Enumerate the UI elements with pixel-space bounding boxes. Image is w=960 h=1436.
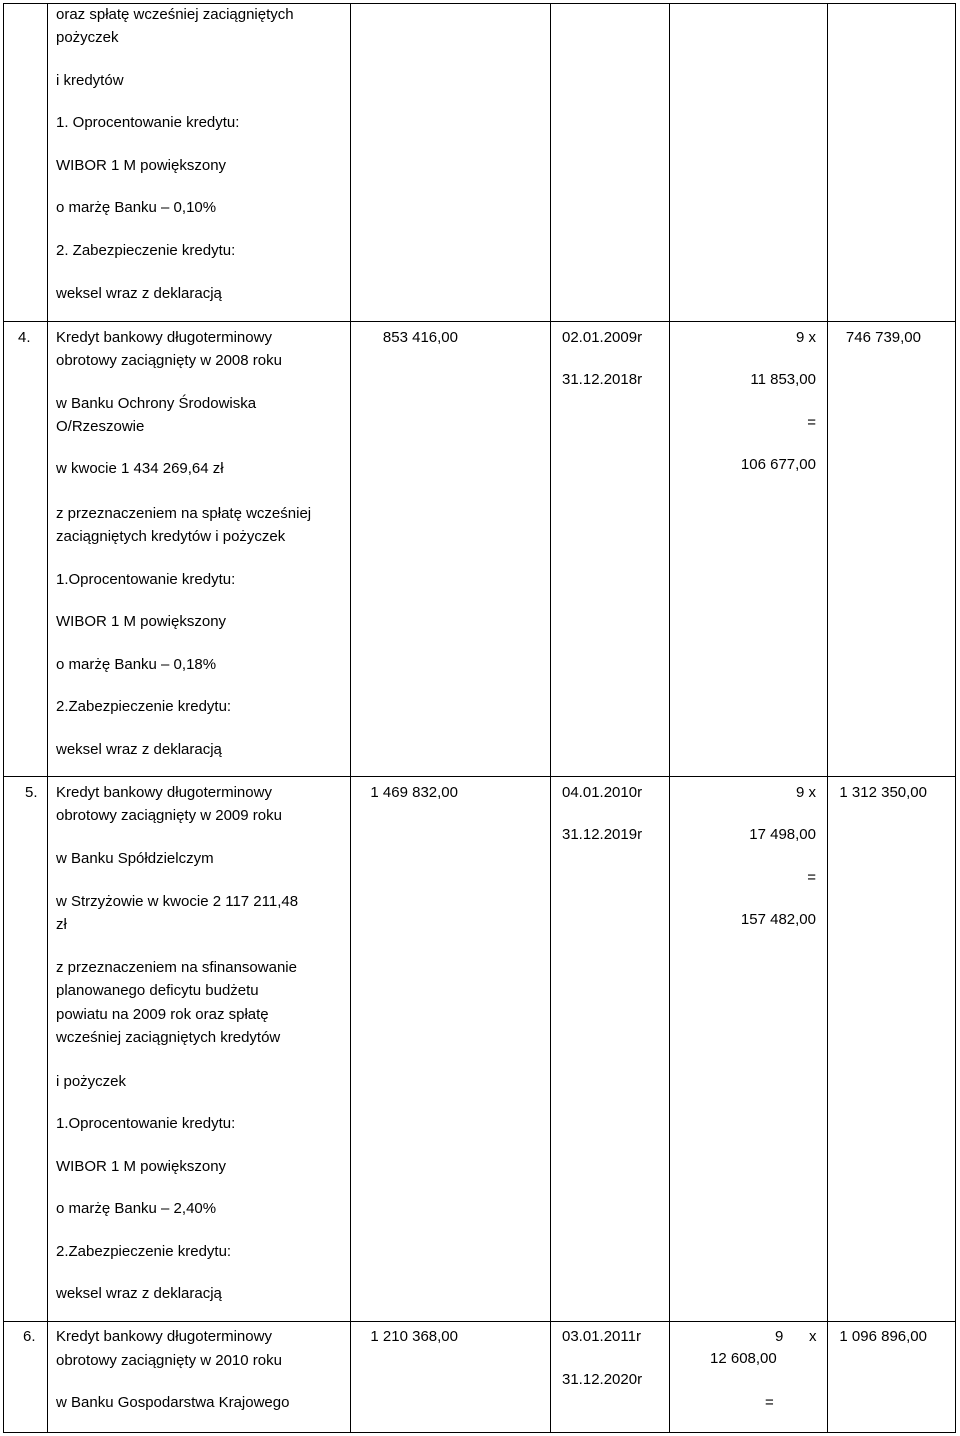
remaining-amount: 1 096 896,00 [839, 1328, 927, 1345]
remaining-amount: 1 312 350,00 [839, 784, 927, 801]
loan-description-line: w Strzyżowie w kwocie 2 117 211,48 [56, 893, 299, 910]
column-border [47, 3, 48, 1433]
installment-value: 11 853,00 [750, 371, 816, 388]
loan-description-line: pożyczek [56, 29, 119, 46]
column-border [669, 3, 670, 1433]
column-border [350, 3, 351, 1433]
remaining-amount: 746 739,00 [845, 329, 921, 346]
loan-description-line: 2.Zabezpieczenie kredytu: [56, 1243, 232, 1260]
loan-description-line: zł [56, 916, 67, 933]
loan-description-line: i pożyczek [56, 1073, 127, 1090]
loan-description-line: 2.Zabezpieczenie kredytu: [56, 698, 232, 715]
column-border [955, 3, 956, 1433]
date-to: 31.12.2019r [562, 826, 643, 843]
loan-description-line: obrotowy zaciągnięty w 2009 roku [56, 807, 282, 824]
loan-description-line: o marżę Banku – 2,40% [56, 1200, 217, 1217]
loan-description-line: obrotowy zaciągnięty w 2008 roku [56, 352, 282, 369]
loan-description-line: WIBOR 1 M powiększony [56, 1158, 227, 1175]
loan-table [3, 3, 956, 1433]
date-from: 03.01.2011r [562, 1328, 641, 1345]
loan-description-line: w Banku Spółdzielczym [56, 850, 214, 867]
loan-description-line: wcześniej zaciągniętych kredytów [56, 1029, 281, 1046]
loan-description-line: i kredytów [56, 72, 124, 89]
date-from: 02.01.2009r [562, 329, 643, 346]
loan-description-line: oraz spłatę wcześniej zaciągniętych [56, 6, 294, 23]
loan-amount: 853 416,00 [382, 329, 458, 346]
loan-description-line: 1.Oprocentowanie kredytu: [56, 571, 236, 588]
installment-value: 17 498,00 [749, 826, 816, 843]
installment-equals: = [807, 414, 816, 431]
installment-count: 9 [775, 1328, 784, 1345]
row-border [3, 1321, 956, 1322]
installment-value: 12 608,00 [710, 1350, 777, 1367]
loan-description-line: 1.Oprocentowanie kredytu: [56, 1115, 236, 1132]
row-border [3, 1432, 956, 1433]
installment-equals: = [807, 869, 816, 886]
loan-description-line: planowanego deficytu budżetu [56, 982, 259, 999]
loan-description-line: WIBOR 1 M powiększony [56, 157, 227, 174]
date-to: 31.12.2020r [562, 1371, 643, 1388]
loan-description-line: w kwocie 1 434 269,64 zł [56, 460, 224, 477]
installment-total: 106 677,00 [740, 456, 816, 473]
loan-description-line: zaciągniętych kredytów i pożyczek [56, 528, 286, 545]
column-border [3, 3, 4, 1433]
loan-description-line: 1. Oprocentowanie kredytu: [56, 114, 240, 131]
loan-description-line: 2. Zabezpieczenie kredytu: [56, 242, 236, 259]
date-to: 31.12.2018r [562, 371, 643, 388]
row-border [3, 776, 956, 777]
installment-x: x [809, 1328, 817, 1345]
loan-description-line: weksel wraz z deklaracją [56, 741, 222, 758]
installment-count: 9 x [795, 329, 816, 346]
loan-description-line: O/Rzeszowie [56, 418, 145, 435]
row-number: 5. [25, 784, 38, 801]
loan-description-line: Kredyt bankowy długoterminowy [56, 329, 272, 346]
loan-amount: 1 210 368,00 [370, 1328, 458, 1345]
loan-description-line: obrotowy zaciągnięty w 2010 roku [56, 1352, 282, 1369]
loan-description-line: o marżę Banku – 0,10% [56, 199, 217, 216]
loan-amount: 1 469 832,00 [370, 784, 458, 801]
loan-description-line: Kredyt bankowy długoterminowy [56, 784, 272, 801]
loan-description-line: w Banku Gospodarstwa Krajowego [56, 1394, 290, 1411]
loan-description-line: weksel wraz z deklaracją [56, 1285, 222, 1302]
loan-description-line: powiatu na 2009 rok oraz spłatę [56, 1006, 269, 1023]
loan-description-line: Kredyt bankowy długoterminowy [56, 1328, 272, 1345]
date-from: 04.01.2010r [562, 784, 643, 801]
loan-description-line: weksel wraz z deklaracją [56, 285, 222, 302]
installment-total: 157 482,00 [740, 911, 816, 928]
loan-description-line: WIBOR 1 M powiększony [56, 613, 227, 630]
column-border [827, 3, 828, 1433]
installment-count: 9 x [795, 784, 816, 801]
loan-description-line: o marżę Banku – 0,18% [56, 656, 217, 673]
row-number: 6. [23, 1328, 36, 1345]
row-border [3, 3, 956, 4]
installment-equals: = [765, 1394, 774, 1411]
loan-description-line: z przeznaczeniem na spłatę wcześniej [56, 505, 312, 522]
column-border [550, 3, 551, 1433]
loan-description-line: z przeznaczeniem na sfinansowanie [56, 959, 297, 976]
loan-description-line: w Banku Ochrony Środowiska [56, 395, 257, 412]
row-border [3, 321, 956, 322]
row-number: 4. [18, 329, 31, 346]
